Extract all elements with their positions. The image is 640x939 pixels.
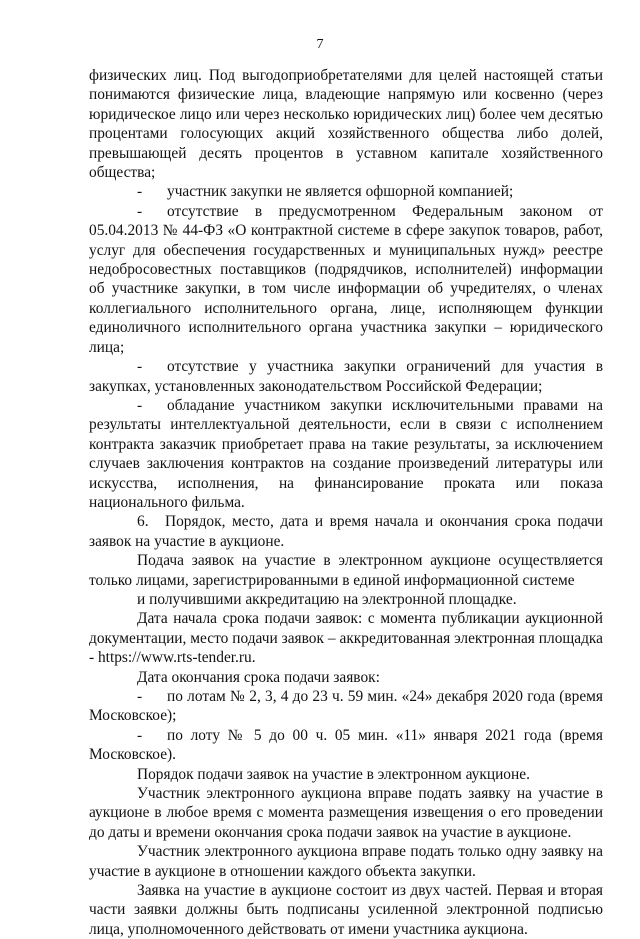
paragraph: физических лиц. Под выгодоприобретателями для целей настоящей статьи понимаются физические лица, владеющие напрямую или косвенно (через юридическое лицо или через несколько юридических лиц) более чем десятью процентами голосующих акций хозяйственного общества либо долей, превышающей десять процентов в уставном капитале хозяйственного общества; [89, 67, 603, 182]
paragraph: Участник электронного аукциона вправе подать только одну заявку на участие в аукционе в отношении каждого объекта закупки. [89, 843, 603, 880]
list-item [89, 687, 603, 726]
list-item-text: отсутствие в предусмотренном Федеральным законом от 05.04.2013 № 44-ФЗ «О контрактной системе в сфере закупок товаров, работ, услуг для обеспечения государственных и муниципальных нужд» реестре недобросовестных поставщиков (подрядчиков, исполнителей) информации об участнике закупки, в том числе информации об учредителях, о членах коллегиального исполнительного органа, лице, исполняющем функции единоличного исполнительного органа участника закупки – юридического лица; [89, 202, 603, 356]
paragraph: Участник электронного аукциона вправе подать заявку на участие в аукционе в любое время с момента размещения извещения о его проведении до даты и времени окончания срока подачи заявок на участие в аукционе. [89, 785, 603, 841]
document-body [89, 66, 603, 939]
page-number: 7 [316, 37, 324, 52]
paragraph: Дата окончания срока подачи заявок: [137, 668, 380, 686]
list-item [89, 726, 603, 765]
list-item-text: отсутствие у участника закупки ограничений для участия в закупках, установленных законодательством Российской Федерации; [89, 358, 603, 395]
dash-bullet: - [137, 688, 143, 705]
list-item-text: по лоту № 5 до 00 ч. 05 мин. «11» января 2021 года (время Московское). [89, 726, 603, 764]
list-item-text: по лотам № 2, 3, 4 до 23 ч. 59 мин. «24» декабря 2020 года (время Московское); [89, 688, 603, 725]
list-item [89, 182, 603, 201]
list-item-text: обладание участником закупки исключительными правами на результаты интеллектуальной деятельности, если в связи с исполнением контракта заказчик приобретает права на такие результаты, за исключением случаев заключения контрактов на создание произведений литературы или искусства, исполнения, на финансирование проката или показа национального фильма. [89, 396, 603, 511]
dash-bullet: - [137, 183, 143, 201]
paragraph: Заявка на участие в аукционе состоит из двух частей. Первая и вторая части заявки должны быть подписаны усиленной электронной подписью лица, уполномоченного действовать от имени участника аукциона. [89, 882, 603, 938]
list-item [89, 357, 603, 396]
dash-bullet: - [137, 202, 143, 220]
list-item [89, 396, 603, 512]
list-item-text: участник закупки не является офшорной компанией; [167, 183, 514, 201]
item-number: 6. [137, 513, 149, 531]
paragraph: Дата начала срока подачи заявок: с момента публикации аукционной документации, место подачи заявок – аккредитованная электронная площадка - https://www.rts-tender.ru. [89, 610, 603, 667]
numbered-item [89, 512, 603, 551]
dash-bullet: - [137, 726, 143, 744]
paragraph: Подача заявок на участие в электронном аукционе осуществляется только лицами, зарегистрированными в единой информационной системе [89, 552, 603, 589]
paragraph: и получившими аккредитацию на электронной площадке. [137, 590, 517, 608]
dash-bullet: - [137, 358, 143, 376]
numbered-item-text: Порядок, место, дата и время начала и окончания срока подачи заявок на участие в аукционе. [89, 513, 603, 550]
list-item [89, 202, 603, 357]
dash-bullet: - [137, 396, 143, 414]
paragraph: Порядок подачи заявок на участие в электронном аукционе. [137, 765, 530, 783]
